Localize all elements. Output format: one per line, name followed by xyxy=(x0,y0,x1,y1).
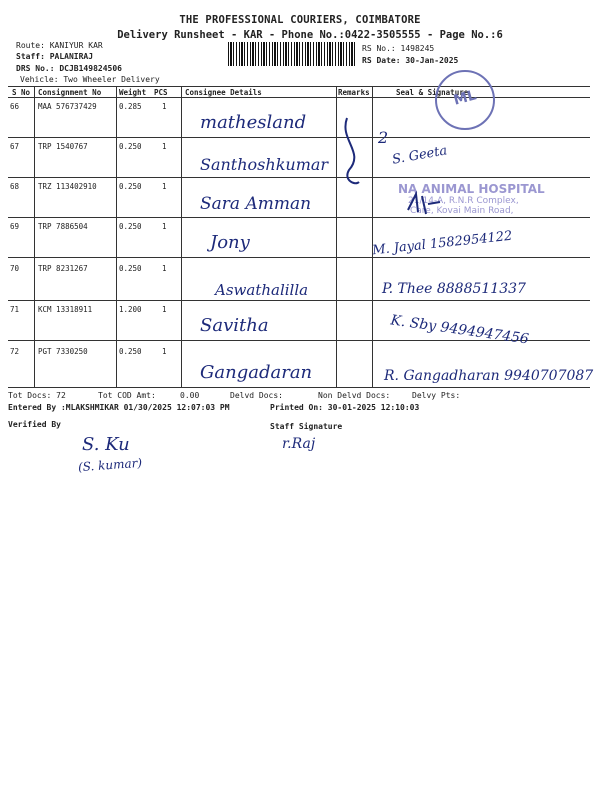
rs-no-label: RS No.: 1498245 xyxy=(362,44,435,53)
column-divider xyxy=(116,86,117,387)
row-divider xyxy=(8,300,590,301)
row-consignment: TRZ 113402910 xyxy=(38,182,97,191)
row-pcs: 1 xyxy=(162,142,167,151)
footer-delvy-pts: Delvy Pts: xyxy=(412,391,461,400)
col-header-weight: Weight xyxy=(119,88,147,97)
barcode xyxy=(228,42,356,66)
row-consignment: MAA 576737429 xyxy=(38,102,97,111)
column-divider xyxy=(181,86,182,387)
company-round-seal xyxy=(435,70,495,130)
row-consignee-handwriting: mathesland xyxy=(200,112,307,133)
table-header-rule xyxy=(8,97,590,98)
footer-printed-on: Printed On: 30-01-2025 12:10:03 xyxy=(270,403,420,412)
verified-by-signature: S. Ku xyxy=(82,434,130,455)
row-consignment: KCM 13318911 xyxy=(38,305,93,314)
col-header-consignee: Consignee Details xyxy=(185,88,262,97)
drs-no-label: DRS No.: DCJB149824506 xyxy=(16,64,122,73)
row-pcs: 1 xyxy=(162,102,167,111)
col-header-consignment: Consignment No xyxy=(38,88,102,97)
signature-row-71: K. Sby 9494947456 xyxy=(389,312,530,348)
row-consignment: PGT 7330250 xyxy=(38,347,88,356)
row-divider xyxy=(8,137,590,138)
row-sno: 71 xyxy=(10,305,20,314)
table-top-rule xyxy=(8,86,590,87)
row-weight: 1.200 xyxy=(119,305,142,314)
footer-non-delvd-docs: Non Delvd Docs: xyxy=(318,391,391,400)
row-consignment: TRP 7886504 xyxy=(38,222,88,231)
signature-row-67: S. Geeta xyxy=(391,143,449,168)
row-consignee-handwriting: Gangadaran xyxy=(200,362,313,383)
document-title: THE PROFESSIONAL COURIERS, COIMBATORE xyxy=(179,14,421,26)
row-pcs: 1 xyxy=(162,182,167,191)
remarks-handwriting: 2 xyxy=(378,128,389,147)
staff-label: Staff: PALANIRAJ xyxy=(16,52,94,61)
document-subtitle: Delivery Runsheet - KAR - Phone No.:0422-3505555 - Page No.:6 xyxy=(117,29,503,41)
footer-entered-by: Entered By :MLAKSHMIKAR 01/30/2025 12:07:03 PM xyxy=(8,403,230,412)
signature-row-68 xyxy=(404,190,444,218)
footer-delvd-docs: Delvd Docs: xyxy=(230,391,283,400)
row-divider xyxy=(8,177,590,178)
column-divider xyxy=(34,86,35,387)
row-weight: 0.250 xyxy=(119,222,142,231)
row-consignee-handwriting: Jony xyxy=(210,232,250,253)
row-sno: 66 xyxy=(10,102,20,111)
row-sno: 67 xyxy=(10,142,20,151)
col-header-sno: S No xyxy=(12,88,31,97)
row-sno: 69 xyxy=(10,222,20,231)
col-header-pcs: PCS xyxy=(154,88,168,97)
stamp-line-3: Care, Kovai Main Road, xyxy=(410,206,514,216)
verified-by-name: (S. kumar) xyxy=(77,455,143,475)
table-bottom-rule xyxy=(8,387,590,388)
stamp-line-2: 21/14-A, R.N.R Complex, xyxy=(408,196,519,206)
row-consignee-handwriting: Aswathalilla xyxy=(215,281,309,299)
row-weight: 0.250 xyxy=(119,264,142,273)
row-sno: 70 xyxy=(10,264,20,273)
row-consignment: TRP 8231267 xyxy=(38,264,88,273)
row-weight: 0.250 xyxy=(119,182,142,191)
vehicle-label: Vehicle: Two Wheeler Delivery xyxy=(20,75,160,84)
staff-signature: r.Raj xyxy=(282,436,316,452)
row-sno: 72 xyxy=(10,347,20,356)
remarks-bracket-mark xyxy=(335,112,395,192)
col-header-remarks: Remarks xyxy=(338,88,370,97)
row-consignment: TRP 1540767 xyxy=(38,142,88,151)
signature-row-72: R. Gangadharan 9940707087 xyxy=(384,368,594,384)
row-pcs: 1 xyxy=(162,264,167,273)
row-pcs: 1 xyxy=(162,305,167,314)
row-consignee-handwriting: Santhoshkumar xyxy=(200,155,329,174)
row-divider xyxy=(8,257,590,258)
signature-row-69: M. Jayal 1582954122 xyxy=(371,228,514,259)
footer-tot-cod-label: Tot COD Amt: xyxy=(98,391,156,400)
row-sno: 68 xyxy=(10,182,20,191)
row-consignee-handwriting: Savitha xyxy=(200,315,269,336)
route-label: Route: KANIYUR KAR xyxy=(16,41,103,50)
verified-by-label: Verified By xyxy=(8,420,61,429)
row-weight: 0.250 xyxy=(119,347,142,356)
row-consignee-handwriting: Sara Amman xyxy=(200,194,312,214)
col-header-signature: Seal & Signature xyxy=(396,88,469,97)
row-pcs: 1 xyxy=(162,347,167,356)
row-weight: 0.285 xyxy=(119,102,142,111)
signature-row-70: P. Thee 8888511337 xyxy=(382,281,526,297)
row-pcs: 1 xyxy=(162,222,167,231)
rs-date-label: RS Date: 30-Jan-2025 xyxy=(362,56,459,65)
footer-tot-docs: Tot Docs: 72 xyxy=(8,391,66,400)
seal-text: ML xyxy=(451,87,479,109)
row-weight: 0.250 xyxy=(119,142,142,151)
footer-tot-cod-value: 0.00 xyxy=(180,391,200,400)
stamp-line-1: NA ANIMAL HOSPITAL xyxy=(398,182,545,196)
staff-signature-label: Staff Signature xyxy=(270,422,343,431)
